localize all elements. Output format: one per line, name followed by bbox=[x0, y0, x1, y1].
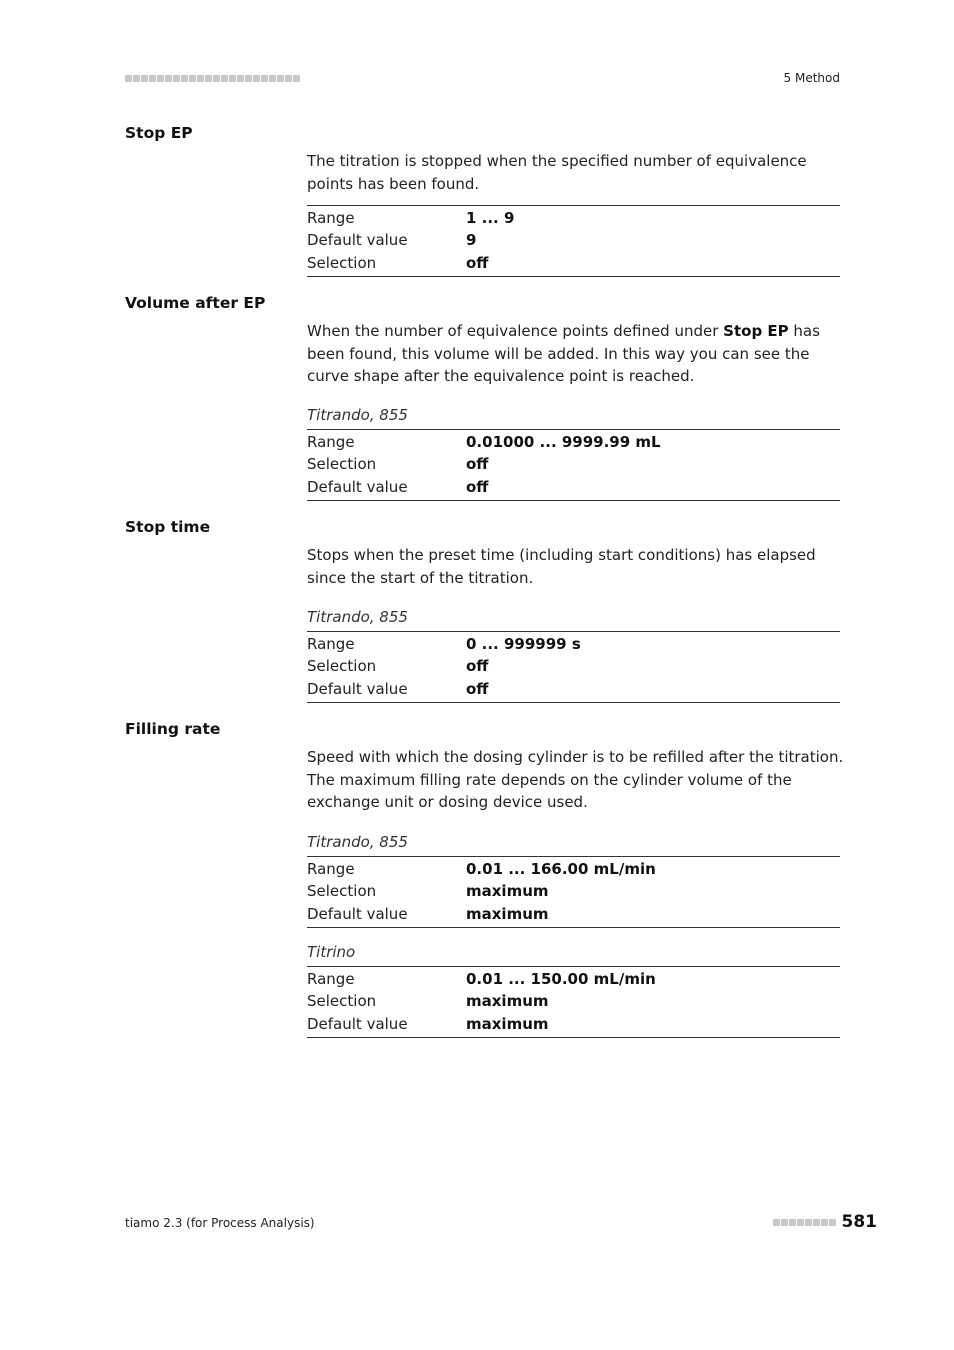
decor-square bbox=[261, 75, 268, 82]
desc-text: When the number of equivalence points defined under bbox=[307, 322, 724, 340]
decor-square bbox=[285, 75, 292, 82]
table-row bbox=[307, 990, 840, 1012]
table-row bbox=[307, 453, 840, 475]
decor-square bbox=[149, 75, 156, 82]
param-label: Default value bbox=[307, 679, 408, 698]
decor-square bbox=[173, 75, 180, 82]
table-row bbox=[307, 858, 840, 880]
param-label: Default value bbox=[307, 477, 408, 496]
decor-square bbox=[141, 75, 148, 82]
parameter-table bbox=[307, 966, 840, 1038]
param-label: Selection bbox=[307, 253, 377, 272]
decor-square bbox=[197, 75, 204, 82]
param-value: 0.01000 ... 9999.99 mL bbox=[466, 433, 661, 452]
param-label: Selection bbox=[307, 882, 377, 901]
param-value: off bbox=[466, 253, 489, 272]
decor-square bbox=[221, 75, 228, 82]
decor-square bbox=[189, 75, 196, 82]
param-value: 9 bbox=[466, 231, 477, 250]
decor-square bbox=[253, 75, 260, 82]
parameter-table bbox=[307, 429, 840, 501]
param-value: 0.01 ... 166.00 mL/min bbox=[466, 860, 656, 879]
decor-square bbox=[829, 1219, 836, 1226]
decor-square bbox=[157, 75, 164, 82]
section-title-stop-ep: Stop EP bbox=[125, 124, 193, 142]
section-title-volume-after-ep: Volume after EP bbox=[125, 294, 266, 312]
table-row bbox=[307, 880, 840, 902]
param-label: Selection bbox=[307, 992, 377, 1011]
decor-square bbox=[229, 75, 236, 82]
param-value: maximum bbox=[466, 904, 549, 923]
desc-text: has been found, this volume will be added. In this way you can see the curve shape after the equivalence point is reached. bbox=[307, 322, 820, 385]
param-label: Default value bbox=[307, 904, 408, 923]
desc-bold-ref: Stop EP bbox=[723, 322, 789, 340]
decor-square bbox=[133, 75, 140, 82]
param-label: Selection bbox=[307, 455, 377, 474]
decor-square bbox=[237, 75, 244, 82]
decor-square bbox=[797, 1219, 804, 1226]
param-label: Default value bbox=[307, 231, 408, 250]
param-value: off bbox=[466, 679, 489, 698]
table-row bbox=[307, 903, 840, 925]
table-caption: Titrando, 855 bbox=[307, 608, 408, 626]
footer-page bbox=[773, 1212, 878, 1232]
param-value: off bbox=[466, 657, 489, 676]
section-description: The titration is stopped when the specified number of equivalence points has been found. bbox=[307, 152, 807, 193]
decor-square bbox=[245, 75, 252, 82]
decor-square bbox=[269, 75, 276, 82]
table-row bbox=[307, 678, 840, 700]
decor-square bbox=[789, 1219, 796, 1226]
param-label: Range bbox=[307, 970, 355, 989]
table-caption: Titrino bbox=[307, 943, 356, 961]
decor-square bbox=[213, 75, 220, 82]
chapter-label: 5 Method bbox=[783, 71, 840, 85]
param-value: off bbox=[466, 477, 489, 496]
decor-square bbox=[181, 75, 188, 82]
param-label: Default value bbox=[307, 1014, 408, 1033]
table-row bbox=[307, 252, 840, 274]
table-row bbox=[307, 633, 840, 655]
param-label: Selection bbox=[307, 657, 377, 676]
table-row bbox=[307, 655, 840, 677]
table-caption: Titrando, 855 bbox=[307, 833, 408, 851]
parameter-table bbox=[307, 631, 840, 703]
page-number: 581 bbox=[841, 1212, 877, 1232]
table-caption: Titrando, 855 bbox=[307, 406, 408, 424]
decor-square bbox=[165, 75, 172, 82]
decor-square bbox=[125, 75, 132, 82]
decor-square bbox=[781, 1219, 788, 1226]
table-row bbox=[307, 476, 840, 498]
param-value: 0 ... 999999 s bbox=[466, 635, 581, 654]
header-decoration bbox=[125, 75, 300, 82]
table-row bbox=[307, 229, 840, 251]
param-value: 0.01 ... 150.00 mL/min bbox=[466, 970, 656, 989]
parameter-table bbox=[307, 205, 840, 277]
param-value: maximum bbox=[466, 992, 549, 1011]
section-title-filling-rate: Filling rate bbox=[125, 720, 221, 738]
section-description: Speed with which the dosing cylinder is to be refilled after the titration. The maximum filling rate depends on the cylinder volume of the exchange unit or dosing device used. bbox=[307, 748, 844, 811]
decor-square bbox=[773, 1219, 780, 1226]
table-row bbox=[307, 431, 840, 453]
decor-square bbox=[277, 75, 284, 82]
section-description: Stops when the preset time (including start conditions) has elapsed since the start of the titration. bbox=[307, 546, 816, 587]
decor-square bbox=[293, 75, 300, 82]
decor-square bbox=[813, 1219, 820, 1226]
param-label: Range bbox=[307, 635, 355, 654]
table-row bbox=[307, 1013, 840, 1035]
table-row bbox=[307, 207, 840, 229]
param-label: Range bbox=[307, 860, 355, 879]
footer-product: tiamo 2.3 (for Process Analysis) bbox=[125, 1216, 315, 1230]
param-value: maximum bbox=[466, 1014, 549, 1033]
section-description bbox=[307, 320, 847, 388]
parameter-table bbox=[307, 856, 840, 928]
section-title-stop-time: Stop time bbox=[125, 518, 211, 536]
param-value: off bbox=[466, 455, 489, 474]
decor-square bbox=[805, 1219, 812, 1226]
table-row bbox=[307, 968, 840, 990]
footer-decoration bbox=[773, 1219, 836, 1226]
param-value: 1 ... 9 bbox=[466, 209, 515, 228]
param-value: maximum bbox=[466, 882, 549, 901]
decor-square bbox=[821, 1219, 828, 1226]
decor-square bbox=[205, 75, 212, 82]
param-label: Range bbox=[307, 209, 355, 228]
param-label: Range bbox=[307, 433, 355, 452]
